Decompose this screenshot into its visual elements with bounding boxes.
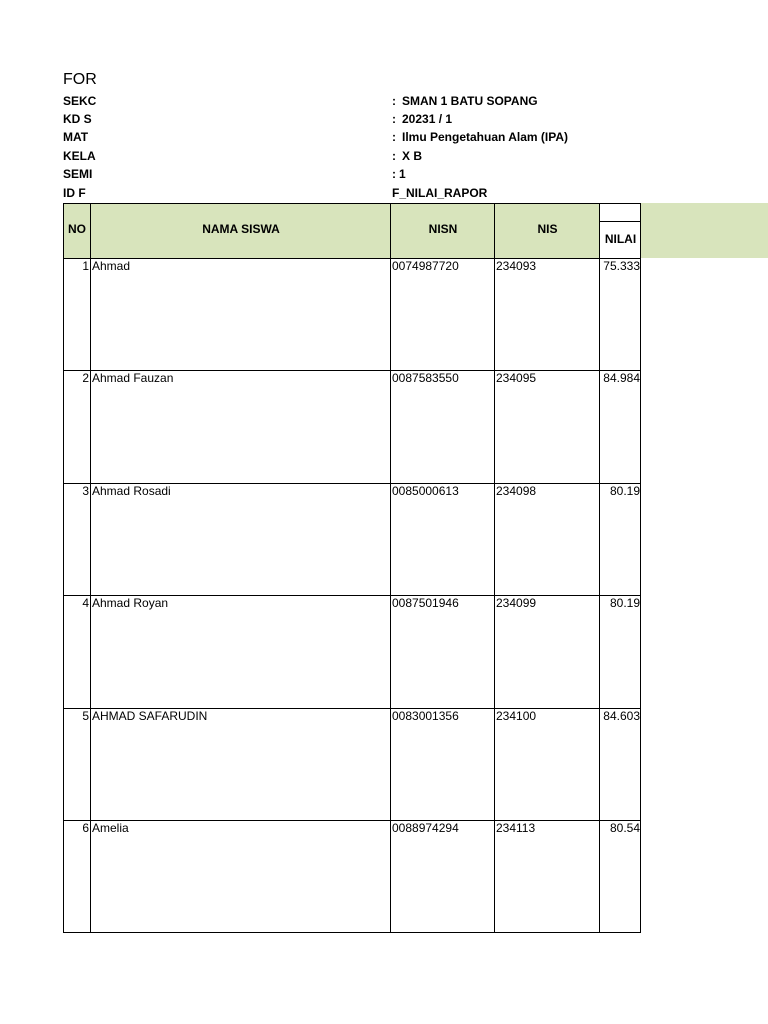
cell-nis: 234093 xyxy=(496,259,537,273)
meta-colon: : xyxy=(392,112,396,126)
grid-line xyxy=(90,203,91,933)
meta-value-id: F_NILAI_RAPOR xyxy=(392,186,488,200)
meta-value-text: 20231 / 1 xyxy=(402,112,453,126)
col-header-nama-siswa: NAMA SISWA xyxy=(202,222,280,236)
cell-nis: 234099 xyxy=(496,596,537,610)
meta-value-semester xyxy=(392,166,406,182)
grid-line xyxy=(494,203,495,933)
cell-no: 6 xyxy=(82,821,89,835)
cell-nilai: 84.603 xyxy=(603,709,640,723)
cell-nilai: 80.19 xyxy=(609,596,640,610)
cell-no: 4 xyxy=(82,596,89,610)
cell-nisn: 0088974294 xyxy=(392,821,459,835)
meta-colon: : xyxy=(392,149,396,163)
grid-line xyxy=(640,203,641,933)
grid-line xyxy=(390,203,391,933)
cell-nisn: 0083001356 xyxy=(392,709,459,723)
grid-line xyxy=(63,203,641,204)
cell-nilai: 80.54 xyxy=(609,821,640,835)
cell-nilai: 84.984 xyxy=(603,371,640,385)
cell-nis: 234098 xyxy=(496,484,537,498)
meta-colon: : xyxy=(392,130,396,144)
cell-nisn: 0085000613 xyxy=(392,484,459,498)
grid-line xyxy=(63,258,641,259)
cell-no: 5 xyxy=(82,709,89,723)
meta-value-sekolah xyxy=(392,93,538,109)
grid-line xyxy=(600,221,641,222)
grid-line xyxy=(63,820,641,821)
cell-nama-siswa: AHMAD SAFARUDIN xyxy=(92,709,208,723)
cell-no: 2 xyxy=(82,371,89,385)
cell-nama-siswa: Ahmad Rosadi xyxy=(92,484,171,498)
page-title: FOR xyxy=(63,71,97,88)
meta-label-sekolah: SEKC xyxy=(63,94,97,108)
cell-nis: 234095 xyxy=(496,371,537,385)
meta-value-text: 1 xyxy=(399,167,406,181)
cell-nilai: 75.333 xyxy=(603,259,640,273)
meta-value-kelas xyxy=(392,148,422,164)
meta-label-kelas: KELA xyxy=(63,149,96,163)
grid-line xyxy=(63,932,641,933)
meta-value-kd xyxy=(392,111,452,127)
cell-nilai: 80.19 xyxy=(609,484,640,498)
meta-value-text: SMAN 1 BATU SOPANG xyxy=(402,94,538,108)
cell-nisn: 0087501946 xyxy=(392,596,459,610)
col-header-nis: NIS xyxy=(537,222,558,236)
cell-nisn: 0087583550 xyxy=(392,371,459,385)
meta-value-text: X B xyxy=(402,149,423,163)
cell-nama-siswa: Ahmad Royan xyxy=(92,596,169,610)
cell-nama-siswa: Ahmad Fauzan xyxy=(92,371,174,385)
cell-nama-siswa: Amelia xyxy=(92,821,129,835)
cell-nis: 234113 xyxy=(496,821,536,835)
meta-label-kd: KD S xyxy=(63,112,92,126)
table-header-fill-overflow xyxy=(641,203,768,258)
cell-nama-siswa: Ahmad xyxy=(92,259,131,273)
meta-label-mapel: MAT xyxy=(63,130,89,144)
meta-label-id: ID F xyxy=(63,186,86,200)
meta-colon: : xyxy=(392,94,396,108)
meta-value-mapel xyxy=(392,129,568,145)
meta-label-semester: SEMI xyxy=(63,167,93,181)
cell-no: 3 xyxy=(82,484,89,498)
col-header-nilai: NILAI xyxy=(604,232,637,246)
meta-colon: : xyxy=(392,167,396,181)
meta-value-text: Ilmu Pengetahuan Alam (IPA) xyxy=(402,130,569,144)
cell-no: 1 xyxy=(82,259,89,273)
cell-nisn: 0074987720 xyxy=(392,259,459,273)
col-header-no: NO xyxy=(68,222,86,236)
col-header-nisn: NISN xyxy=(428,222,458,236)
cell-nis: 234100 xyxy=(496,709,537,723)
